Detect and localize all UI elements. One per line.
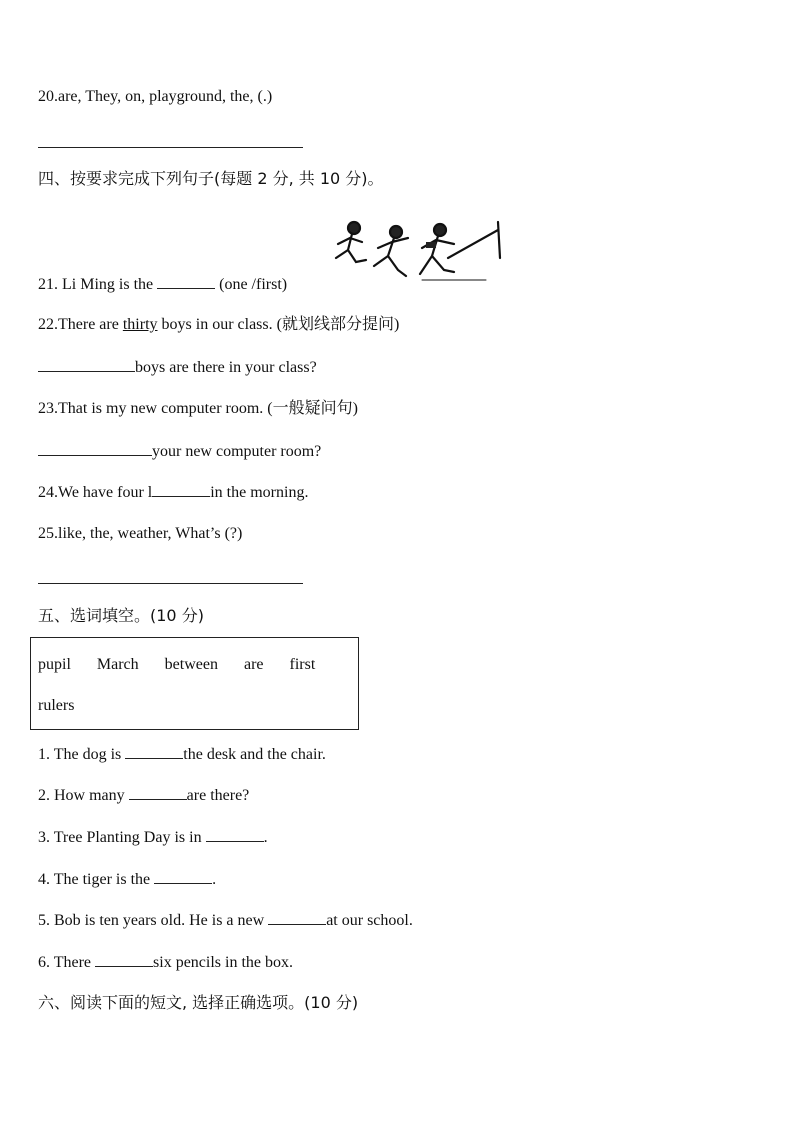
- answer-23-text: your new computer room?: [152, 443, 322, 460]
- blank-22[interactable]: [38, 357, 135, 372]
- fill-item-text: 1. The dog is: [38, 746, 126, 763]
- blank-23[interactable]: [38, 441, 152, 456]
- word-between: between: [164, 656, 218, 673]
- section-6-heading: 六、阅读下面的短文, 选择正确选项。(10 分): [38, 993, 359, 1012]
- word-are: are: [243, 656, 264, 673]
- fill-item-tail: the desk and the chair.: [183, 746, 326, 763]
- question-22-text: 22.There are: [38, 316, 123, 333]
- question-24-tail: in the morning.: [210, 484, 309, 501]
- fill-item-4: [38, 869, 216, 890]
- word-march: March: [96, 656, 139, 673]
- blank-24[interactable]: [152, 482, 210, 497]
- answer-line-25[interactable]: [38, 583, 303, 584]
- word-first: first: [289, 656, 316, 673]
- question-21-text: 21. Li Ming is the: [38, 276, 158, 293]
- question-23: 23.That is my new computer room. (一般疑问句): [38, 400, 358, 417]
- question-22-instruction: boys in our class. (就划线部分提问): [157, 316, 400, 333]
- underlined-word: thirty: [122, 316, 158, 333]
- fill-item-text: 3. Tree Planting Day is in: [38, 829, 206, 846]
- answer-22-text: boys are there in your class?: [135, 359, 317, 376]
- blank-21[interactable]: [157, 274, 215, 289]
- running-race-icon: [326, 218, 504, 288]
- question-25: 25.like, the, weather, What’s (?): [38, 525, 243, 542]
- fill-item-3: [38, 827, 268, 848]
- fill-item-text: 6. There: [38, 954, 96, 971]
- fill-item-2: [38, 785, 249, 806]
- blank-fill-3[interactable]: [206, 827, 264, 842]
- answer-22: [38, 357, 317, 378]
- fill-item-tail: six pencils in the box.: [153, 954, 293, 971]
- answer-23: [38, 441, 321, 462]
- question-24: [38, 482, 308, 503]
- section-4-heading: 四、按要求完成下列句子(每题 2 分, 共 10 分)。: [38, 169, 384, 188]
- fill-item-5: [38, 910, 413, 931]
- fill-item-6: [38, 952, 293, 973]
- blank-fill-2[interactable]: [129, 785, 187, 800]
- question-24-text: 24.We have four l: [38, 484, 153, 501]
- word-bank: [30, 637, 359, 730]
- word-rulers: rulers: [38, 697, 75, 714]
- fill-item-text: 4. The tiger is the: [38, 871, 155, 888]
- question-21-hint: (one /first): [215, 276, 288, 293]
- question-21: [38, 274, 287, 295]
- fill-item-text: 5. Bob is ten years old. He is a new: [38, 912, 269, 929]
- answer-line-20[interactable]: [38, 147, 303, 148]
- fill-item-text: 2. How many: [38, 787, 129, 804]
- word-pupil: pupil: [38, 656, 71, 673]
- section-5-heading: 五、选词填空。(10 分): [38, 606, 204, 625]
- fill-item-tail: .: [212, 871, 217, 888]
- fill-item-1: [38, 744, 326, 765]
- blank-fill-6[interactable]: [95, 952, 153, 967]
- fill-item-tail: at our school.: [326, 912, 413, 929]
- blank-fill-4[interactable]: [154, 869, 212, 884]
- fill-item-tail: .: [263, 829, 268, 846]
- question-20: 20.are, They, on, playground, the, (.): [38, 88, 273, 105]
- blank-fill-5[interactable]: [268, 910, 326, 925]
- question-22: [38, 315, 399, 335]
- fill-item-tail: are there?: [186, 787, 250, 804]
- blank-fill-1[interactable]: [125, 744, 183, 759]
